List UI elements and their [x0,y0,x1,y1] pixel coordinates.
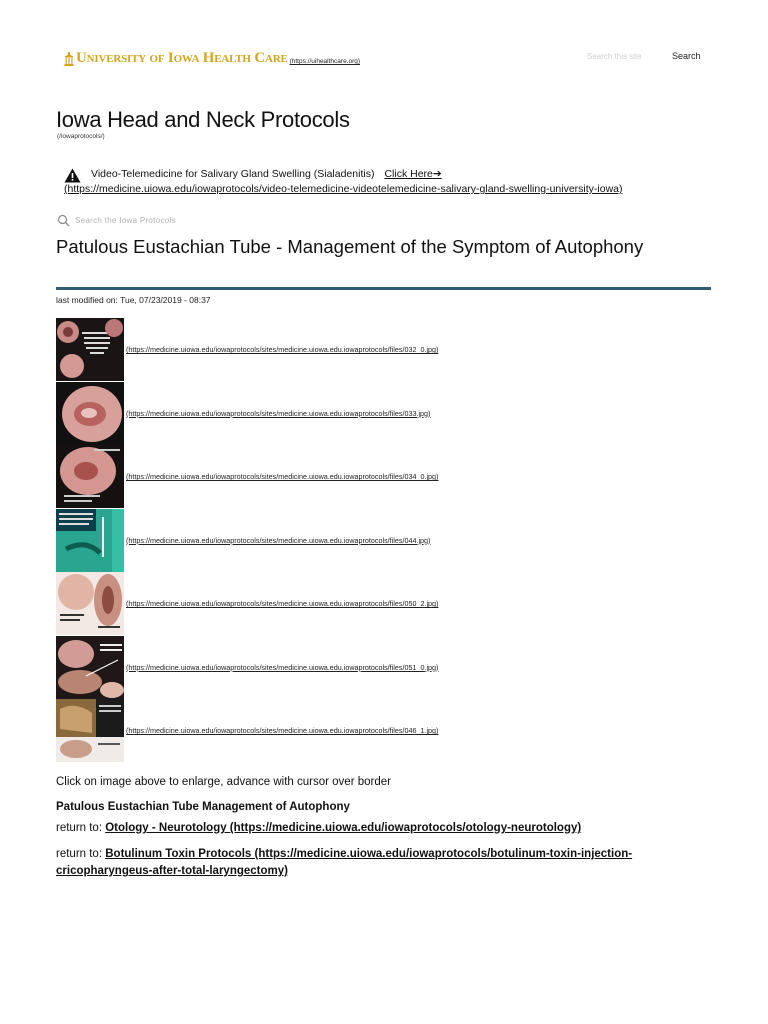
alert-link-url[interactable]: (https://medicine.uiowa.edu/iowaprotocols/video-telemedicine-videotelemedicine-salivary-gland-swelling-university-iowa) [64,183,623,195]
gallery-item [56,445,716,509]
gallery-item [56,636,716,700]
alert-link-label: Click Here [384,168,433,180]
site-title[interactable]: Iowa Head and Neck Protocols [56,107,350,132]
gallery-link[interactable]: (https://medicine.uiowa.edu/iowaprotocols/sites/medicine.uiowa.edu.iowaprotocols/files/051_0.jpg) [126,662,439,672]
gallery-thumbnail[interactable] [56,318,124,381]
alert-text: Video-Telemedicine for Salivary Gland Swelling (Sialadenitis) [91,168,375,180]
gallery-item [56,318,716,382]
gallery-link[interactable]: (https://medicine.uiowa.edu/iowaprotocols/sites/medicine.uiowa.edu.iowaprotocols/files/046_1.jpg) [126,726,439,735]
warning-icon [64,168,81,188]
gallery-link[interactable]: (https://medicine.uiowa.edu/iowaprotocols/sites/medicine.uiowa.edu.iowaprotocols/files/034_0.jpg) [126,472,439,481]
protocol-search [57,214,235,227]
gallery-item [56,572,716,636]
site-title-url[interactable]: (/iowaprotocols/) [57,133,105,140]
gallery-thumbnail[interactable] [56,572,124,635]
gallery-link[interactable]: (https://medicine.uiowa.edu/iowaprotocols/sites/medicine.uiowa.edu.iowaprotocols/files/050_2.jpg) [126,599,439,608]
page-title: Patulous Eustachian Tube - Management of the Symptom of Autophony [56,236,644,257]
gallery-item [56,509,716,573]
return-prefix: return to: [56,822,103,834]
gallery-item [56,699,716,763]
gallery-thumbnail[interactable] [56,382,124,445]
gallery-thumbnail[interactable] [56,636,124,699]
search-icon[interactable] [57,214,70,227]
alert-click-here-link[interactable] [384,168,441,180]
gallery-link[interactable]: (https://medicine.uiowa.edu/iowaprotocols/sites/medicine.uiowa.edu.iowaprotocols/files/032_0.jpg) [126,345,439,354]
logo-url[interactable]: (https://uihealthcare.org) [289,58,361,65]
otology-neurotology-link[interactable]: Otology - Neurotology (https://medicine.uiowa.edu/iowaprotocols/otology-neurotology) [105,822,582,834]
gallery-thumbnail[interactable] [56,509,124,572]
gallery-caption: Click on image above to enlarge, advance with cursor over border [56,776,391,788]
gallery-thumbnail[interactable] [56,445,124,508]
university-logo[interactable] [64,50,360,66]
title-divider [56,287,711,290]
gallery-item [56,382,716,446]
return-otology [56,822,581,834]
logo-text: University of Iowa Health Care [76,50,288,66]
return-prefix: return to: [56,848,103,860]
capitol-icon [64,52,74,66]
site-search-input[interactable] [587,52,657,61]
section-heading: Patulous Eustachian Tube Management of Autophony [56,801,350,813]
last-modified: last modified on: Tue, 07/23/2019 - 08:37 [56,295,211,305]
arrow-right-icon: ➔ [432,168,442,180]
site-header [0,0,768,90]
alert-banner [64,167,714,197]
return-botulinum [56,846,676,880]
protocol-search-input[interactable] [75,216,235,225]
gallery-link[interactable]: (https://medicine.uiowa.edu/iowaprotocols/sites/medicine.uiowa.edu.iowaprotocols/files/044.jpg) [126,535,431,545]
search-button[interactable]: Search [672,51,701,61]
image-gallery [56,318,716,763]
botulinum-toxin-link[interactable]: Botulinum Toxin Protocols (https://medicine.uiowa.edu/iowaprotocols/botulinum-toxin-injection-cricopharyngeus-after-total-laryngectomy) [56,848,633,877]
gallery-link[interactable]: (https://medicine.uiowa.edu/iowaprotocols/sites/medicine.uiowa.edu.iowaprotocols/files/033.jpg) [126,408,431,418]
gallery-thumbnail[interactable] [56,699,124,762]
